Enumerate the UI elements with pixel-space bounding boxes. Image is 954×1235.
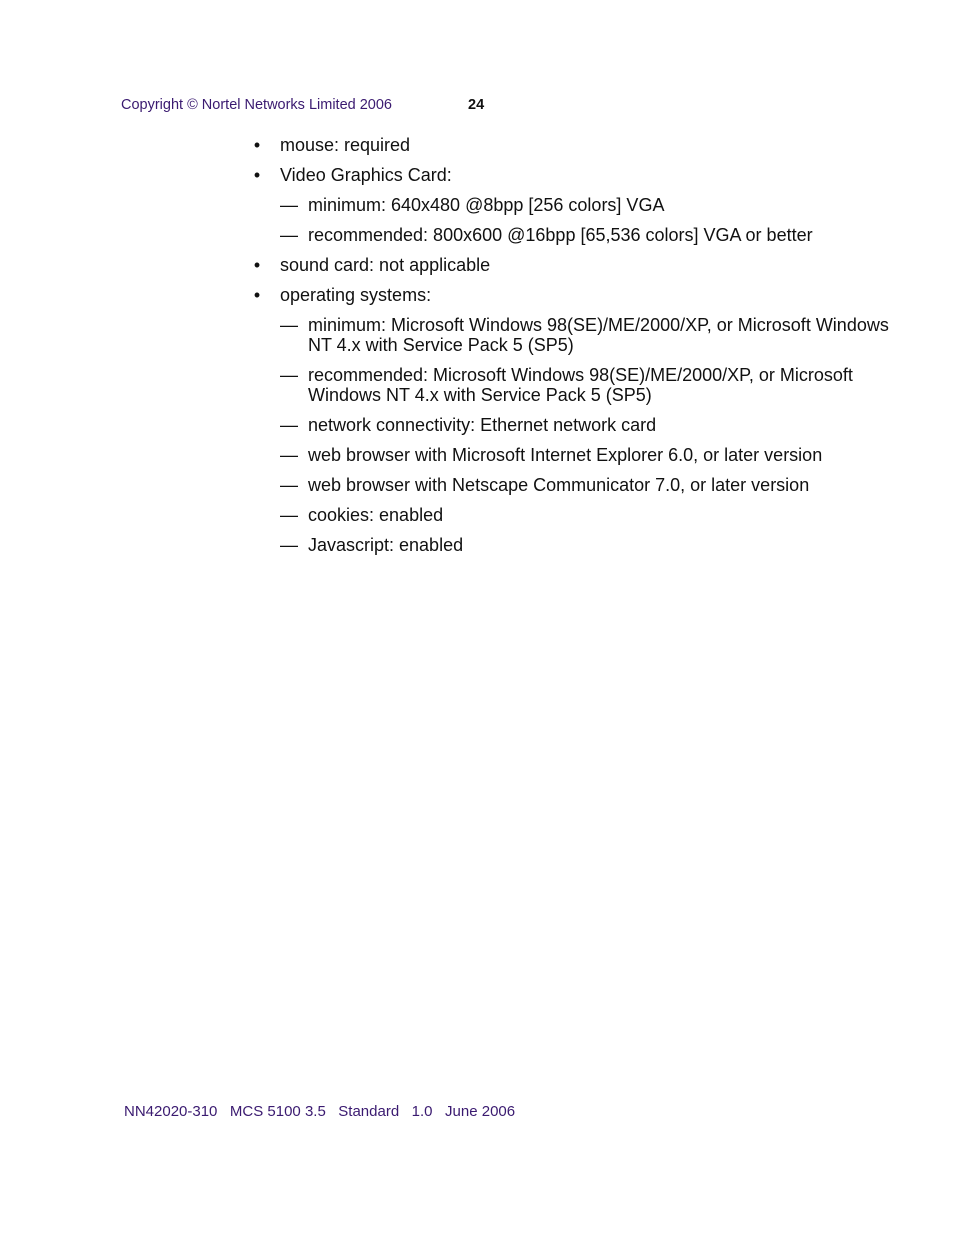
- dash-marker: —: [280, 225, 298, 245]
- dash-marker: —: [280, 535, 298, 555]
- sub-list-item-text: network connectivity: Ethernet network card: [308, 415, 657, 435]
- sub-list-item: [250, 195, 890, 215]
- dash-marker: —: [280, 415, 298, 435]
- list-item: [250, 255, 890, 275]
- list-item-text: sound card: not applicable: [280, 255, 491, 275]
- dash-marker: —: [280, 505, 298, 525]
- sub-list-item: [250, 225, 890, 245]
- sub-list-item: [250, 505, 890, 525]
- list-item: [250, 285, 890, 305]
- bullet-marker: •: [253, 255, 261, 275]
- header-copyright: Copyright © Nortel Networks Limited 2006: [121, 97, 392, 113]
- dash-marker: —: [280, 445, 298, 465]
- list-item-text: operating systems:: [280, 285, 432, 305]
- page-number: 24: [468, 97, 485, 113]
- list-item-text: Video Graphics Card:: [280, 165, 452, 185]
- dash-marker: —: [280, 315, 298, 335]
- sub-list-item-text: minimum: Microsoft Windows 98(SE)/ME/2000/XP, or Microsoft Windows NT 4.x with Service Pack 5 (SP5): [308, 315, 889, 355]
- sub-list-item-text: web browser with Netscape Communicator 7.0, or later version: [308, 475, 810, 495]
- requirements-list: [250, 135, 890, 565]
- dash-marker: —: [280, 195, 298, 215]
- sub-list-item-text: minimum: 640x480 @8bpp [256 colors] VGA: [308, 195, 665, 215]
- list-item-text: mouse: required: [280, 135, 411, 155]
- list-item: [250, 165, 890, 185]
- sub-list-item: [250, 535, 890, 555]
- sub-list-item-text: web browser with Microsoft Internet Explorer 6.0, or later version: [308, 445, 823, 465]
- sub-list-item: [250, 365, 890, 405]
- sub-list-item: [250, 415, 890, 435]
- sub-list-item-text: recommended: Microsoft Windows 98(SE)/ME/2000/XP, or Microsoft Windows NT 4.x with Service Pack 5 (SP5): [308, 365, 853, 405]
- bullet-marker: •: [253, 285, 261, 305]
- sub-list-item: [250, 445, 890, 465]
- sub-list-item-text: cookies: enabled: [308, 505, 444, 525]
- dash-marker: —: [280, 365, 298, 385]
- sub-list-item-text: Javascript: enabled: [308, 535, 464, 555]
- sub-list-item: [250, 315, 890, 355]
- bullet-marker: •: [253, 135, 261, 155]
- dash-marker: —: [280, 475, 298, 495]
- sub-list-item: [250, 475, 890, 495]
- list-item: [250, 135, 890, 155]
- sub-list-item-text: recommended: 800x600 @16bpp [65,536 colors] VGA or better: [308, 225, 813, 245]
- bullet-marker: •: [253, 165, 261, 185]
- footer-doc-info: NN42020-310 MCS 5100 3.5 Standard 1.0 June 2006: [124, 1103, 516, 1120]
